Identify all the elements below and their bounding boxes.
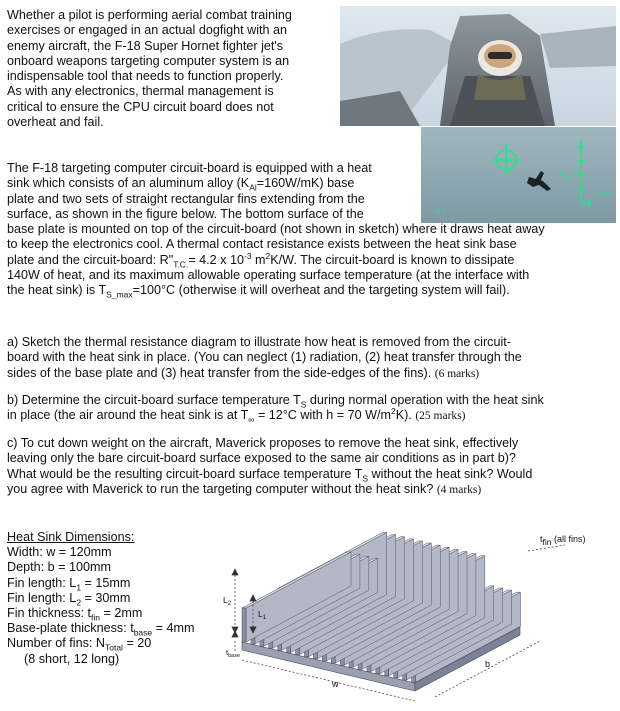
problem-description: The F-18 targeting computer circuit-board is equipped with a heat sink which consists of an aluminum alloy $(K_{Al}=160W/mK)$ base plate and two sets of straight rectangular fins extending from the surface, as shown in the figure below. The bottom surface of the base plate is mounted on top of the circuit-board (not shown in sketch) where it draws heat away to keep the electronics cool. A thermal contact resistance exists between the heat sink base plate and the circuit-board: $R"_{T.C.}= 4.2$ x $10^{-3}$ $m^2K/W$. The circuit-board is known to dissipate 140W of heat, and its maximum allowable operating surface temperature (at the interface with the heat sink) is $T_{S\_max}=100^\circ C$ (otherwise it will overheat and the targeting system will fail).: [7, 161, 545, 300]
svg-text:tbase: $t_{base}$: [226, 648, 241, 659]
svg-text:L2: $L_2$: [223, 595, 232, 607]
svg-text:L1: $L_1$: [258, 609, 267, 621]
svg-text:0007: 0007: [597, 192, 612, 199]
heat-sink-dimensions: Heat Sink Dimensions: Width: w = 120mm Depth: b = 100mm Fin length: $L_1 = 15mm$ Fin length: $L_2 = 30mm$ Fin thickness: $t_{fin} = 2mm$ Base-plate thickness: $t_{base} = 4mm$ Number of fins: $N_{Total} = 20$ (8 short, 12 long): [7, 530, 195, 666]
svg-text:b: b: [485, 659, 491, 669]
svg-text:w: w: [332, 679, 339, 689]
question-a: a) Sketch the thermal resistance diagram to illustrate how heat is removed from the circuit- board with the heat sink in place. (You can neglect (1) radiation, (2) heat transfer through the sides of the base plate and (3) heat transfer from the side-edges of the fins). (6 marks): [7, 335, 522, 380]
question-c: c) To cut down weight on the aircraft, Maverick proposes to remove the heat sink, effectively leaving only the bare circuit-board surface exposed to the same air conditions as in part b)? What would be the resulting circuit-board surface temperature $T_S$ without the heat sink? Would you agree with Maverick to run the targeting computer without the heat sink? (4 marks): [7, 436, 533, 496]
dimensions-title: Heat Sink Dimensions:: [7, 530, 135, 544]
fin-front: [242, 608, 246, 642]
question-b: b) Determine the circuit-board surface temperature $T_S$ during normal operation with the heat sink in place (the air around the heat sink is at $T_\infty = 12^\circ C$ with h = 70 $W/m^2K$). (25 marks): [7, 393, 544, 425]
intro-paragraph: Whether a pilot is performing aerial combat training exercises or engaged in an actual dogfight with an enemy aircraft, the F-18 Super Hornet fighter jet's onboard weapons targeting computer system is an indispensable tool that needs to function properly. As with any electronics, thermal management is critical to ensure the CPU circuit board does not overheat and fail.: [7, 8, 292, 130]
cockpit-photo: [340, 6, 616, 126]
svg-text:344: 344: [433, 208, 445, 215]
tfin-label: $t_{fin}$ (all fins): [540, 534, 586, 547]
